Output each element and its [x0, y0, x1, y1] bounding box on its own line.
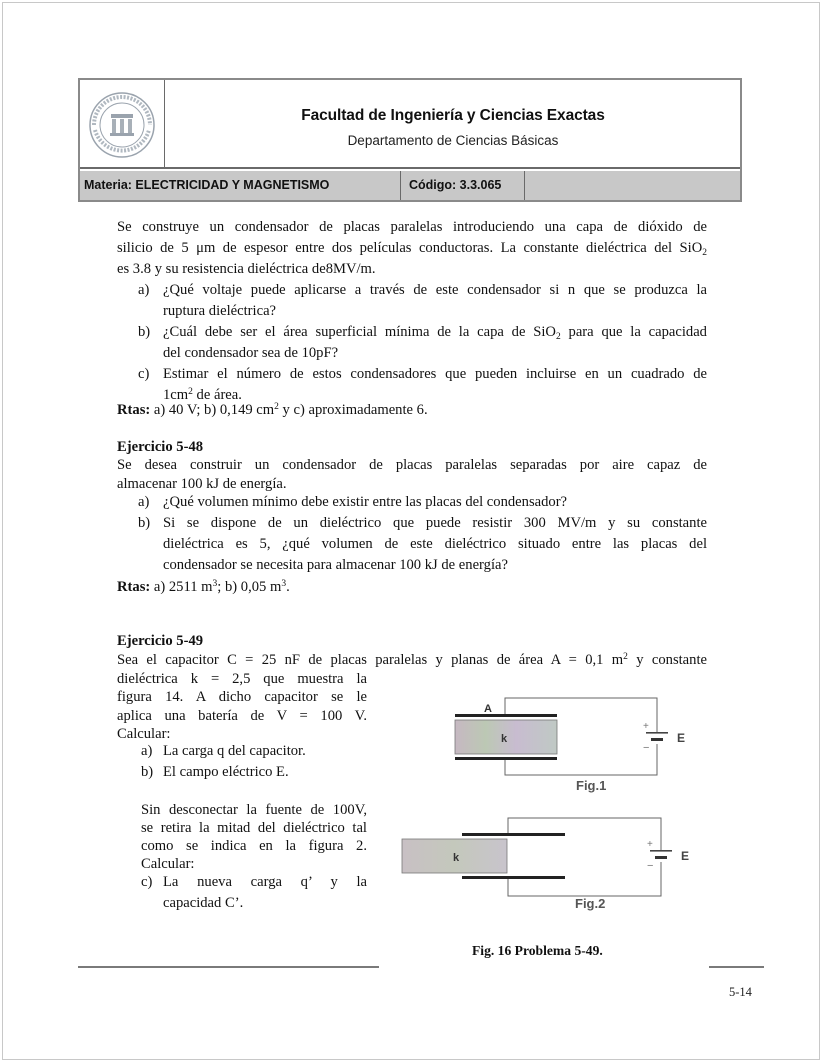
column-text-line: Sin desconectar la fuente de 100V, — [141, 802, 367, 818]
text-span: 1cm — [163, 387, 189, 403]
header-title-cell — [166, 80, 740, 169]
text-span: Sea el capacitor C = 25 nF de placas paralelas y planas de área A = 0,1 m — [117, 652, 624, 668]
department-subtitle: Departamento de Ciencias Básicas — [347, 133, 559, 148]
text-span: ; b) 0,05 m — [217, 579, 282, 595]
course-code-label: Código: 3.3.065 — [401, 171, 525, 200]
exercise-intro-line: almacenar 100 kJ de energía. — [117, 476, 287, 492]
item-label: b) — [141, 764, 154, 780]
text-span: silicio de 5 μm de espesor entre dos películas conductoras. La constante dieléctrica del SiO — [117, 240, 703, 256]
item-text: dieléctrica es 5, ¿qué volumen de este dieléctrico situado entre las placas del — [163, 536, 707, 552]
battery-label: E — [681, 849, 690, 863]
answers-label: Rtas: — [117, 402, 151, 418]
item-label: c) — [141, 874, 153, 890]
exercise-intro-line — [117, 650, 707, 671]
item-text: La carga q del capacitor. — [163, 743, 306, 759]
document-header — [78, 78, 742, 202]
question-item-b — [141, 762, 371, 783]
logo-cell — [80, 80, 165, 169]
column-text-line: aplica una batería de V = 100 V. — [117, 708, 367, 724]
problem-intro-line: Se construye un condensador de placas paralelas introduciendo una capa de dióxido de — [117, 219, 707, 235]
problem-intro-line — [117, 238, 707, 259]
item-text: ¿Qué voltaje puede aplicarse a través de este condensador si n que se produzca la — [163, 282, 707, 298]
column-text-line: figura 14. A dicho capacitor se le — [117, 689, 367, 705]
header-top-row — [80, 80, 740, 169]
header-info-bar — [80, 171, 740, 200]
footer-rule-right — [709, 966, 764, 968]
text-span: a) 40 V; b) 0,149 cm — [150, 402, 275, 418]
figure-2-caption: Fig.2 — [575, 896, 606, 911]
item-text: Estimar el número de estos condensadores que pueden incluirse en un cuadrado de — [163, 366, 707, 382]
superscript: 2 — [623, 652, 628, 662]
column-text-line: dieléctrica k = 2,5 que muestra la — [117, 671, 367, 687]
dielectric-label: k — [453, 852, 460, 864]
answers-line — [117, 400, 707, 421]
dielectric-label: k — [501, 733, 508, 745]
minus-sign: − — [643, 742, 650, 754]
question-item-a — [138, 280, 707, 322]
column-text-line: Calcular: — [141, 856, 195, 872]
plus-sign: + — [643, 721, 649, 732]
item-label: b) — [138, 324, 151, 340]
item-label: a) — [138, 494, 150, 510]
text-span: de área. — [192, 387, 242, 403]
item-text: Si se dispone de un dieléctrico que puede resistir 300 MV/m y su constante — [163, 515, 707, 531]
text-span: . — [286, 579, 290, 595]
item-text: La nueva carga q’ y la — [163, 874, 367, 890]
item-label: b) — [138, 515, 151, 531]
exercise-intro-line: Se desea construir un condensador de placas paralelas separadas por aire capaz de — [117, 457, 707, 473]
text-span: a) 2511 m — [150, 579, 213, 595]
item-text: ¿Qué volumen mínimo debe existir entre las placas del condensador? — [163, 494, 568, 510]
plate-label: A — [484, 703, 492, 715]
capacitor-circuit-diagram — [395, 810, 715, 920]
item-text: condensador se necesita para almacenar 100 kJ de energía? — [163, 557, 508, 573]
question-item-b — [138, 513, 707, 576]
exercise-title: Ejercicio 5-49 — [117, 633, 204, 649]
question-item-b — [138, 322, 707, 364]
text-span: y c) aproximadamente 6. — [278, 402, 428, 418]
superscript: 2 — [274, 402, 279, 412]
item-text: ruptura dieléctrica? — [163, 303, 277, 319]
plus-sign: + — [647, 839, 653, 850]
superscript: 2 — [188, 387, 193, 397]
footer-rule-left — [78, 966, 379, 968]
figure-2-capacitor-half-dielectric — [395, 810, 715, 920]
item-text — [163, 322, 707, 343]
column-text-line: Calcular: — [117, 726, 171, 742]
superscript: 3 — [212, 579, 218, 589]
university-seal-icon — [87, 90, 157, 160]
item-label: c) — [138, 366, 150, 382]
column-text-line: se retira la mitad del dieléctrico tal — [141, 820, 367, 836]
text-span: ¿Cuál debe ser el área superficial mínima de la capa de SiO — [163, 324, 556, 340]
item-text: del condensador sea de 10pF? — [163, 345, 339, 361]
item-text: capacidad C’. — [163, 895, 244, 911]
text-span: y constante — [627, 652, 707, 668]
subscript: 2 — [702, 248, 707, 258]
item-label: a) — [138, 282, 150, 298]
item-text: El campo eléctrico E. — [163, 764, 289, 780]
problem-intro-line: es 3.8 y su resistencia dieléctrica de8MV/m. — [117, 261, 376, 277]
answers-line — [117, 577, 707, 598]
figure-16-caption: Fig. 16 Problema 5-49. — [472, 943, 603, 958]
question-item-a — [138, 492, 707, 513]
figure-1-capacitor-full-dielectric — [440, 690, 720, 800]
battery-label: E — [677, 731, 686, 745]
institution-title: Facultad de Ingeniería y Ciencias Exactas — [301, 107, 605, 124]
superscript: 3 — [281, 579, 287, 589]
question-item-a — [141, 741, 371, 762]
minus-sign: − — [647, 860, 654, 872]
answers-label: Rtas: — [117, 579, 151, 595]
page-number: 5-14 — [729, 985, 752, 999]
subscript: 2 — [555, 332, 561, 342]
text-span: para que la capacidad — [560, 324, 707, 340]
subject-label: Materia: ELECTRICIDAD Y MAGNETISMO — [80, 171, 401, 200]
figure-1-caption: Fig.1 — [576, 778, 607, 793]
question-item-c — [141, 872, 367, 914]
exercise-title: Ejercicio 5-48 — [117, 439, 204, 455]
column-text-line: como se indica en la figura 2. — [141, 838, 367, 854]
header-empty-cell — [525, 171, 740, 200]
item-label: a) — [141, 743, 153, 759]
